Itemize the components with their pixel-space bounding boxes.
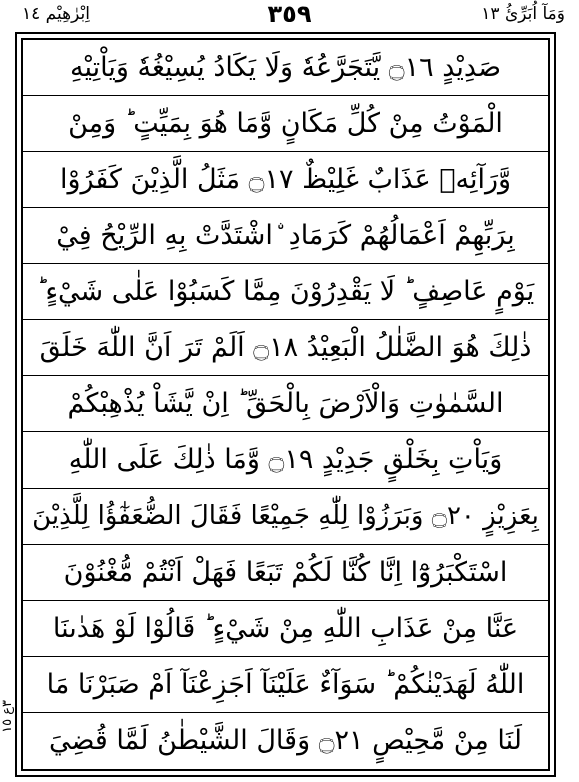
page-header bbox=[0, 0, 579, 32]
text-line: صَدِيْدٍ ۝١٦ يَّتَجَرَّعُهٗ وَلَا يَكَادُ يُسِيْغُهٗ وَيَاْتِيْهِ bbox=[23, 40, 548, 96]
ruku-margin-marker: ٣ع ١٥ bbox=[0, 700, 15, 733]
text-body bbox=[23, 40, 548, 769]
text-line: وَّرَآئِهٖ عَذَابٌ غَلِيْظٌ ۝١٧ مَثَلُ الَّذِيْنَ كَفَرُوْا bbox=[23, 152, 548, 208]
text-line: اسْتَكْبَرُوْٓا اِنَّا كُنَّا لَكُمْ تَبَعًا فَهَلْ اَنْتُمْ مُّغْنُوْنَ bbox=[23, 545, 548, 601]
surah-name: اِبْرٰهِيْم ١٤ bbox=[22, 4, 90, 24]
text-line: السَّمٰوٰتِ وَالْاَرْضَ بِالْحَقِّ ؕ اِنْ يَّشَاْ يُذْهِبْكُمْ bbox=[23, 376, 548, 432]
text-line: اللّٰهُ لَهَدَيْنٰكُمْ ؕ سَوَآءٌ عَلَيْنَآ اَجَزِعْنَآ اَمْ صَبَرْنَا مَا bbox=[23, 657, 548, 713]
text-line: الْمَوْتُ مِنْ كُلِّ مَكَانٍ وَّمَا هُوَ بِمَيِّتٍ ؕ وَمِنْ bbox=[23, 96, 548, 152]
text-line: يَوْمٍ عَاصِفٍ ؕ لَا يَقْدِرُوْنَ مِمَّا كَسَبُوْا عَلٰى شَيْءٍ ؕ bbox=[23, 264, 548, 320]
text-line: بِرَبِّهِمْ اَعْمَالُهُمْ كَرَمَادِ ۨاشْتَدَّتْ بِهِ الرِّيْحُ فِيْ bbox=[23, 208, 548, 264]
page-number: ٣٥٩ bbox=[267, 0, 312, 28]
juz-name: وَمَآ اُبَرِّئُ ١٣ bbox=[481, 4, 565, 24]
text-line: بِعَزِيْزٍ ۝٢٠ وَبَرَزُوْا لِلّٰهِ جَمِيْعًا فَقَالَ الضُّعَفٰٓؤُا لِلَّذِيْنَ bbox=[23, 489, 548, 545]
text-line: وَيَاْتِ بِخَلْقٍ جَدِيْدٍ ۝١٩ وَّمَا ذٰلِكَ عَلَى اللّٰهِ bbox=[23, 432, 548, 488]
text-line: ذٰلِكَ هُوَ الضَّلٰلُ الْبَعِيْدُ ۝١٨ اَلَمْ تَرَ اَنَّ اللّٰهَ خَلَقَ bbox=[23, 320, 548, 376]
text-line: لَنَا مِنْ مَّحِيْصٍ ۝٢١ وَقَالَ الشَّيْطٰنُ لَمَّا قُضِيَ bbox=[49, 725, 522, 757]
text-line: عَنَّا مِنْ عَذَابِ اللّٰهِ مِنْ شَيْءٍ ؕ قَالُوْا لَوْ هَدٰىنَا bbox=[23, 601, 548, 657]
